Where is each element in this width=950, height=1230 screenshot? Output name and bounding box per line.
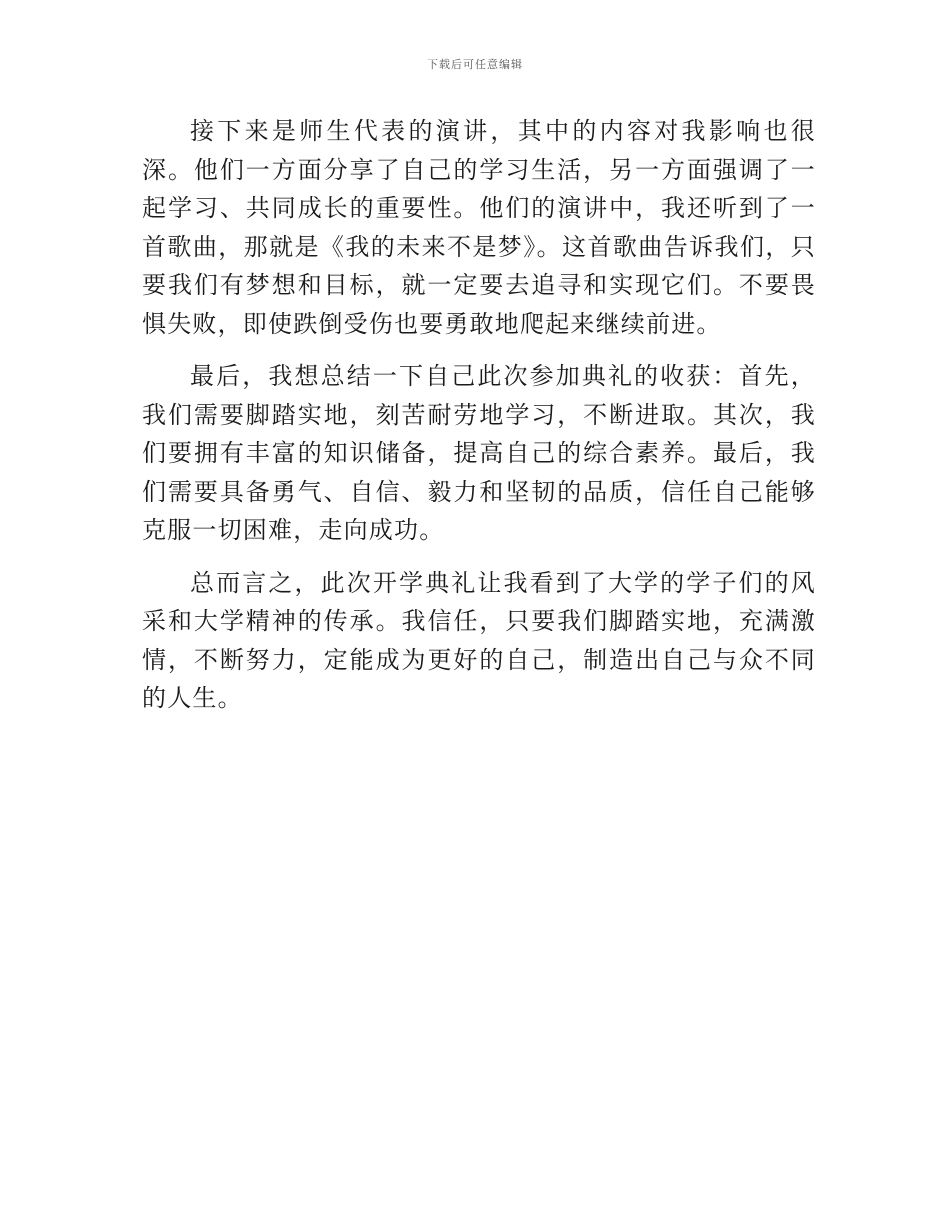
document-body [142,112,816,732]
page-header-note: 下载后可任意编辑 [427,58,523,71]
paragraph-conclusion: 总而言之，此次开学典礼让我看到了大学的学子们的风采和大学精神的传承。我信任，只要我们脚踏实地，充满激情，不断努力，定能成为更好的自己，制造出自己与众不同的人生。 [142,568,816,712]
paragraph-summary: 最后，我想总结一下自己此次参加典礼的收获：首先，我们需要脚踏实地，刻苦耐劳地学习，不断进取。其次，我们要拥有丰富的知识储备，提高自己的综合素养。最后，我们需要具备勇气、自信、毅力和坚韧的品质，信任自己能够克服一切困难，走向成功。 [142,362,816,544]
paragraph-speech: 接下来是师生代表的演讲，其中的内容对我影响也很深。他们一方面分享了自己的学习生活，另一方面强调了一起学习、共同成长的重要性。他们的演讲中，我还听到了一首歌曲，那就是《我的未来不是梦》。这首歌曲告诉我们，只要我们有梦想和目标，就一定要去追寻和实现它们。不要畏惧失败，即使跌倒受伤也要勇敢地爬起来继续前进。 [142,117,816,338]
